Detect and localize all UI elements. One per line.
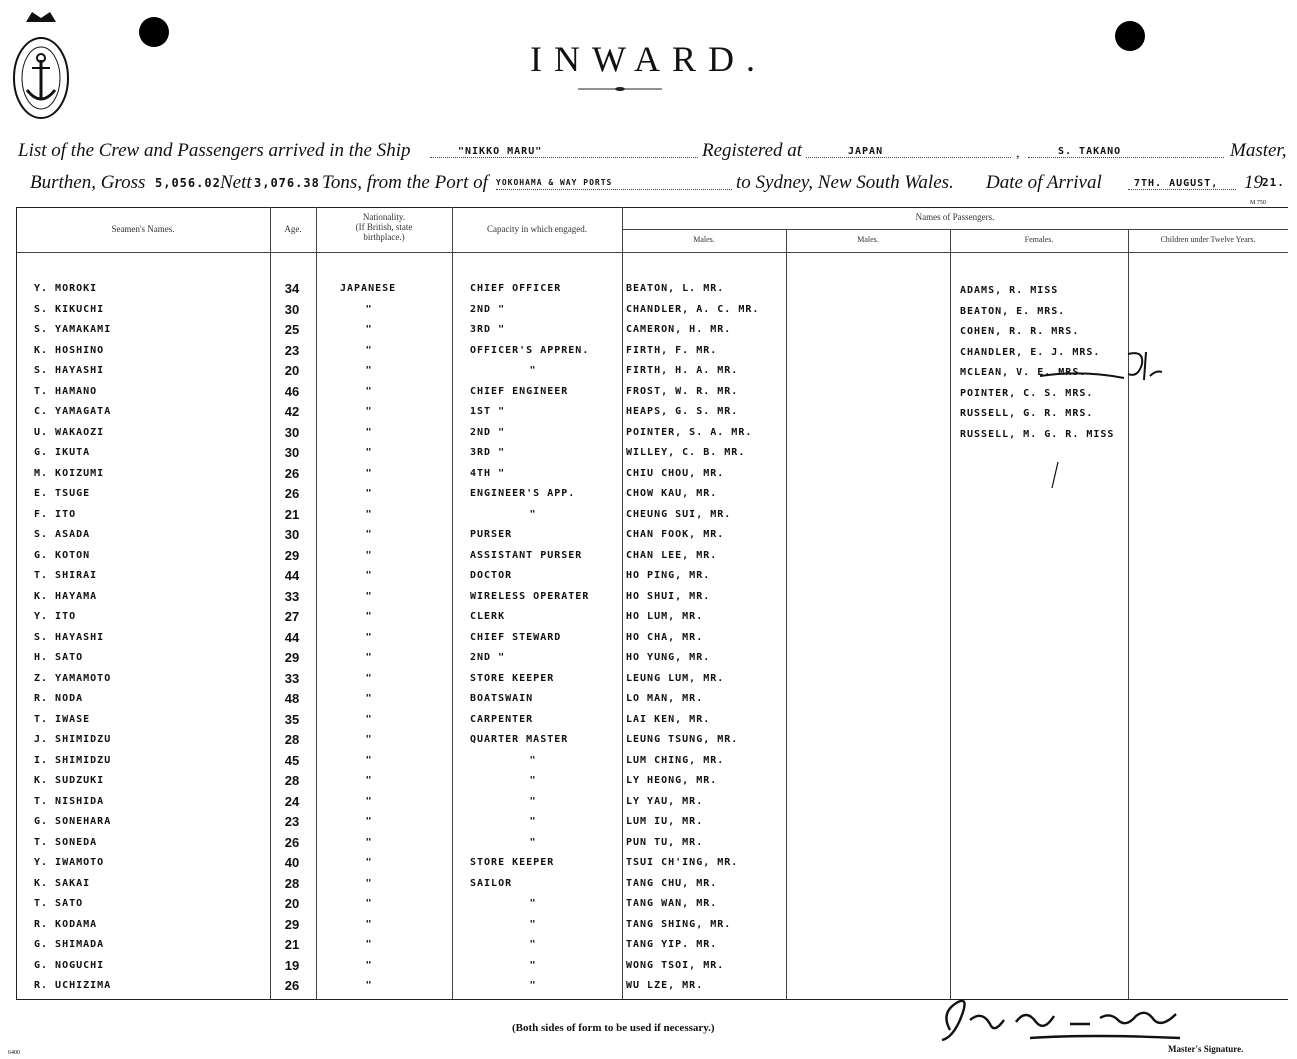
seaman-age: 23	[284, 342, 300, 358]
female-passenger: RUSSELL, M. G. R. MISS	[960, 428, 1115, 440]
seaman-capacity: "	[529, 754, 537, 766]
seaman-name: G. KOTON	[34, 549, 91, 561]
seaman-name: C. YAMAGATA	[34, 406, 112, 417]
male-passenger: TANG YIP. MR.	[626, 939, 718, 950]
nett-label: Nett	[220, 172, 252, 193]
male-passenger: FIRTH, F. MR.	[626, 344, 718, 356]
seaman-nationality-ditto: "	[365, 918, 373, 930]
seaman-age: 20	[284, 896, 300, 911]
male-passenger: CHEUNG SUI, MR.	[626, 508, 732, 520]
male-passenger: WILLEY, C. B. MR.	[626, 447, 746, 458]
seaman-nationality-ditto: "	[365, 385, 373, 397]
ship-line-label: List of the Crew and Passengers arrived in the Ship	[18, 140, 411, 161]
seaman-age: 29	[284, 916, 300, 932]
seaman-capacity: CLERK	[470, 611, 506, 622]
seaman-capacity: 3RD "	[470, 324, 506, 335]
seaman-capacity: "	[529, 898, 537, 909]
col-header-children: Children under Twelve Years.	[1160, 235, 1256, 244]
seaman-age: 33	[284, 670, 300, 686]
seaman-nationality-ditto: "	[365, 529, 373, 540]
nett-value: 3,076.38	[254, 176, 320, 190]
seaman-nationality-ditto: "	[365, 467, 373, 479]
seaman-name: G. SONEHARA	[34, 816, 112, 827]
ship-name-value: "NIKKO MARU"	[458, 146, 543, 157]
seaman-name: F. ITO	[34, 508, 77, 520]
arrival-day-value: 7TH. AUGUST,	[1134, 178, 1219, 189]
form-code: M 750	[1250, 200, 1266, 206]
seaman-nationality-ditto: "	[365, 324, 373, 335]
seaman-capacity: "	[529, 918, 537, 930]
seaman-age: 30	[284, 527, 300, 542]
seaman-age: 27	[284, 609, 300, 624]
male-passenger: HEAPS, G. S. MR.	[626, 406, 739, 417]
seaman-capacity: 2ND "	[470, 303, 506, 315]
male-passenger: HO PING, MR.	[626, 570, 711, 581]
female-passenger: BEATON, E. MRS.	[960, 305, 1066, 317]
seaman-age: 25	[284, 322, 300, 337]
male-passenger: FROST, W. R. MR.	[626, 385, 739, 397]
seaman-nationality-ditto: "	[365, 426, 373, 438]
seaman-nationality-ditto: "	[365, 365, 373, 376]
seaman-nationality-ditto: "	[365, 734, 373, 745]
seaman-name: K. HAYAMA	[34, 590, 98, 602]
seaman-age: 44	[284, 629, 300, 645]
seaman-nationality-ditto: "	[365, 775, 373, 786]
master-label: Master,	[1230, 140, 1287, 161]
col-header-nationality	[316, 212, 452, 242]
registered-label: Registered at	[702, 140, 803, 161]
seaman-capacity: PURSER	[470, 529, 513, 540]
male-passenger: CHOW KAU, MR.	[626, 488, 718, 499]
seaman-capacity: "	[529, 795, 537, 807]
seaman-name: S. ASADA	[34, 529, 91, 540]
seaman-nationality-ditto: "	[365, 611, 373, 622]
seaman-nationality-ditto: "	[365, 631, 373, 643]
seaman-age: 29	[284, 547, 300, 563]
seaman-nationality-ditto: "	[365, 406, 373, 417]
male-passenger: TANG SHING, MR.	[626, 918, 732, 930]
gross-value: 5,056.02	[155, 176, 221, 190]
seaman-age: 28	[284, 875, 300, 891]
burthen-label: Burthen, Gross	[30, 172, 146, 193]
seaman-capacity: "	[529, 980, 537, 991]
seaman-name: E. TSUGE	[34, 488, 91, 499]
seaman-age: 21	[284, 937, 300, 952]
seaman-age: 26	[284, 834, 300, 850]
seaman-nationality-ditto: "	[365, 816, 373, 827]
seaman-name: R. UCHIZIMA	[34, 980, 112, 991]
male-passenger: WONG TSOI, MR.	[626, 959, 725, 971]
port-value: YOKOHAMA & WAY PORTS	[496, 178, 613, 187]
seaman-nationality-ditto: "	[365, 754, 373, 766]
seaman-nationality-ditto: "	[365, 508, 373, 520]
seaman-capacity: WIRELESS OPERATER	[470, 590, 590, 602]
seaman-nationality: JAPANESE	[340, 283, 397, 294]
seaman-age: 26	[284, 465, 300, 481]
seaman-capacity: "	[529, 939, 537, 950]
female-passenger: POINTER, C. S. MRS.	[960, 387, 1094, 399]
seaman-age: 42	[284, 404, 300, 419]
male-passenger: LO MAN, MR.	[626, 693, 704, 704]
seaman-age: 35	[284, 711, 300, 727]
ship-field-line	[430, 157, 698, 158]
comma-separator: ,	[1016, 146, 1020, 161]
col-header-capacity: Capacity in which engaged.	[487, 224, 587, 234]
seaman-name: U. WAKAOZI	[34, 426, 105, 438]
seaman-nationality-ditto: "	[365, 693, 373, 704]
seaman-name: T. HAMANO	[34, 385, 98, 397]
female-passenger: MCLEAN, V. E. MRS.	[960, 367, 1087, 378]
seaman-nationality-ditto: "	[365, 939, 373, 950]
seaman-capacity: BOATSWAIN	[470, 693, 534, 704]
male-passenger: POINTER, S. A. MR.	[626, 426, 753, 438]
seaman-nationality-ditto: "	[365, 713, 373, 725]
destination-label: to Sydney, New South Wales.	[736, 172, 954, 193]
col-rule-nationality	[316, 207, 317, 999]
seaman-nationality-ditto: "	[365, 447, 373, 458]
seaman-age: 46	[284, 383, 300, 399]
male-passenger: LEUNG LUM, MR.	[626, 672, 725, 684]
seaman-name: T. SONEDA	[34, 836, 98, 848]
seaman-nationality-ditto: "	[365, 303, 373, 315]
seaman-capacity: OFFICER'S APPREN.	[470, 344, 590, 356]
seaman-age: 34	[284, 281, 300, 296]
year-prefix: 19	[1244, 172, 1263, 193]
seaman-nationality-ditto: "	[365, 857, 373, 868]
seaman-nationality-ditto: "	[365, 549, 373, 561]
seaman-nationality-ditto: "	[365, 488, 373, 499]
tons-port-label: Tons, from the Port of	[322, 172, 488, 193]
table-left-rule	[16, 207, 17, 999]
port-field-line	[496, 189, 732, 190]
male-passenger: LUM CHING, MR.	[626, 754, 725, 766]
male-passenger: PUN TU, MR.	[626, 836, 704, 848]
male-passenger: CAMERON, H. MR.	[626, 324, 732, 335]
col-rule-males2	[786, 229, 787, 999]
col-header-nationality-line1: Nationality.	[362, 212, 406, 222]
passenger-subheader-rule	[622, 229, 1288, 230]
seaman-age: 30	[284, 301, 300, 317]
seaman-name: I. SHIMIDZU	[34, 754, 112, 766]
footer-note: (Both sides of form to be used if necessary.)	[512, 1022, 715, 1034]
registered-value: JAPAN	[848, 146, 884, 157]
signature-label: Master's Signature.	[1168, 1044, 1244, 1054]
seaman-age: 28	[284, 732, 300, 747]
col-header-seamen: Seamen's Names.	[111, 224, 175, 234]
seaman-capacity: 2ND "	[470, 426, 506, 438]
seaman-age: 30	[284, 445, 300, 460]
seaman-nationality-ditto: "	[365, 795, 373, 807]
seaman-capacity: "	[529, 508, 537, 520]
seaman-age: 28	[284, 773, 300, 788]
male-passenger: TANG WAN, MR.	[626, 898, 718, 909]
seaman-age: 48	[284, 691, 300, 706]
seaman-capacity: STORE KEEPER	[470, 672, 555, 684]
col-header-nationality-line3: birthplace.)	[363, 232, 405, 242]
male-passenger: CHIU CHOU, MR.	[626, 467, 725, 479]
seaman-age: 21	[284, 506, 300, 522]
printer-code: 6400	[8, 1050, 20, 1056]
col-rule-capacity	[452, 207, 453, 999]
male-passenger: LAI KEN, MR.	[626, 713, 711, 725]
male-passenger: HO YUNG, MR.	[626, 652, 711, 663]
seaman-age: 19	[284, 957, 300, 973]
registered-field-line	[806, 157, 1011, 158]
seaman-name: R. KODAMA	[34, 918, 98, 930]
col-header-age: Age.	[284, 224, 302, 234]
seaman-name: S. YAMAKAMI	[34, 324, 112, 335]
female-passenger: COHEN, R. R. MRS.	[960, 326, 1080, 337]
male-passenger: HO LUM, MR.	[626, 611, 704, 622]
arrival-label: Date of Arrival	[986, 172, 1102, 193]
seaman-nationality-ditto: "	[365, 959, 373, 971]
col-rule-females	[950, 229, 951, 999]
seaman-age: 30	[284, 424, 300, 440]
seaman-name: T. IWASE	[34, 713, 91, 725]
seaman-capacity: ASSISTANT PURSER	[470, 549, 583, 561]
seaman-name: Y. MOROKI	[34, 283, 98, 294]
seaman-name: S. HAYASHI	[34, 365, 105, 376]
seaman-name: T. SATO	[34, 898, 84, 909]
seaman-capacity: DOCTOR	[470, 570, 513, 581]
male-passenger: LUM IU, MR.	[626, 816, 704, 827]
seaman-capacity: QUARTER MASTER	[470, 734, 569, 745]
seaman-name: G. NOGUCHI	[34, 959, 105, 971]
col-header-nationality-line2: (If British, state	[355, 222, 413, 232]
male-passenger: CHAN LEE, MR.	[626, 549, 718, 561]
seaman-nationality-ditto: "	[365, 570, 373, 581]
seaman-name: G. IKUTA	[34, 447, 91, 458]
seaman-capacity: CARPENTER	[470, 713, 534, 725]
col-header-males-1: Males.	[693, 235, 715, 244]
seaman-age: 24	[284, 793, 300, 809]
female-passenger: CHANDLER, E. J. MRS.	[960, 346, 1101, 358]
seaman-capacity: CHIEF STEWARD	[470, 631, 562, 643]
seaman-name: K. SUDZUKI	[34, 775, 105, 786]
seaman-capacity: CHIEF ENGINEER	[470, 385, 569, 397]
male-passenger: HO CHA, MR.	[626, 631, 704, 643]
master-signature	[930, 990, 1200, 1050]
male-passenger: WU LZE, MR.	[626, 980, 704, 991]
seaman-age: 44	[284, 568, 300, 583]
seaman-nationality-ditto: "	[365, 590, 373, 602]
seaman-name: R. NODA	[34, 693, 84, 704]
seaman-name: Z. YAMAMOTO	[34, 672, 112, 684]
seaman-name: T. SHIRAI	[34, 570, 98, 581]
male-passenger: LY YAU, MR.	[626, 795, 704, 807]
col-header-passengers: Names of Passengers.	[915, 212, 995, 222]
seaman-capacity: SAILOR	[470, 877, 513, 889]
seaman-name: S. KIKUCHI	[34, 303, 105, 315]
seaman-age: 33	[284, 588, 300, 604]
seaman-nationality-ditto: "	[365, 980, 373, 991]
col-header-females: Females.	[1024, 235, 1054, 244]
seaman-capacity: "	[529, 959, 537, 971]
master-field-line	[1028, 157, 1224, 158]
seaman-nationality-ditto: "	[365, 344, 373, 356]
seaman-capacity: "	[529, 775, 537, 786]
seaman-nationality-ditto: "	[365, 672, 373, 684]
seaman-capacity: ENGINEER'S APP.	[470, 488, 576, 499]
year-suffix-value: 21.	[1262, 176, 1285, 189]
seaman-name: Y. IWAMOTO	[34, 857, 105, 868]
seaman-name: S. HAYASHI	[34, 631, 105, 643]
col-header-males-2: Males.	[857, 235, 879, 244]
seaman-name: H. SATO	[34, 652, 84, 663]
col-rule-age	[270, 207, 271, 999]
seaman-capacity: "	[529, 365, 537, 376]
seaman-name: T. NISHIDA	[34, 795, 105, 807]
male-passenger: LY HEONG, MR.	[626, 775, 718, 786]
seaman-name: M. KOIZUMI	[34, 467, 105, 479]
seaman-name: J. SHIMIDZU	[34, 734, 112, 745]
seaman-capacity: CHIEF OFFICER	[470, 283, 562, 294]
seaman-name: K. HOSHINO	[34, 344, 105, 356]
male-passenger: CHAN FOOK, MR.	[626, 529, 725, 540]
male-passenger: CHANDLER, A. C. MR.	[626, 303, 760, 315]
seaman-age: 40	[284, 855, 300, 870]
seaman-age: 45	[284, 752, 300, 768]
seaman-name: G. SHIMADA	[34, 939, 105, 950]
male-passenger: BEATON, L. MR.	[626, 283, 725, 294]
male-passenger: TSUI CH'ING, MR.	[626, 857, 739, 868]
seaman-capacity: 3RD "	[470, 447, 506, 458]
seaman-age: 26	[284, 978, 300, 993]
seaman-capacity: "	[529, 836, 537, 848]
col-rule-passengers	[622, 207, 623, 999]
table-top-rule	[16, 207, 1288, 208]
title-flourish	[578, 86, 662, 92]
male-passenger: TANG CHU, MR.	[626, 877, 718, 889]
seaman-nationality-ditto: "	[365, 877, 373, 889]
seaman-nationality-ditto: "	[365, 652, 373, 663]
page-title: INWARD.	[530, 39, 767, 79]
male-passenger: LEUNG TSUNG, MR.	[626, 734, 739, 745]
seaman-capacity: 4TH "	[470, 467, 506, 479]
seaman-age: 23	[284, 814, 300, 829]
seaman-nationality-ditto: "	[365, 898, 373, 909]
seaman-capacity: STORE KEEPER	[470, 857, 555, 868]
female-passenger: ADAMS, R. MISS	[960, 285, 1059, 296]
arrival-field-line	[1128, 189, 1236, 190]
female-passenger: RUSSELL, G. R. MRS.	[960, 408, 1094, 419]
seaman-name: Y. ITO	[34, 611, 77, 622]
male-passenger: HO SHUI, MR.	[626, 590, 711, 602]
handwritten-annotation	[1012, 344, 1172, 494]
seaman-age: 26	[284, 486, 300, 501]
seaman-age: 29	[284, 650, 300, 665]
header-bottom-rule	[16, 252, 1288, 253]
seaman-name: K. SAKAI	[34, 877, 91, 889]
seaman-nationality-ditto: "	[365, 836, 373, 848]
master-name-value: S. TAKANO	[1058, 146, 1122, 157]
seaman-capacity: "	[529, 816, 537, 827]
seaman-capacity: 2ND "	[470, 652, 506, 663]
seaman-capacity: 1ST "	[470, 406, 506, 417]
seaman-age: 20	[284, 363, 300, 378]
male-passenger: FIRTH, H. A. MR.	[626, 365, 739, 376]
